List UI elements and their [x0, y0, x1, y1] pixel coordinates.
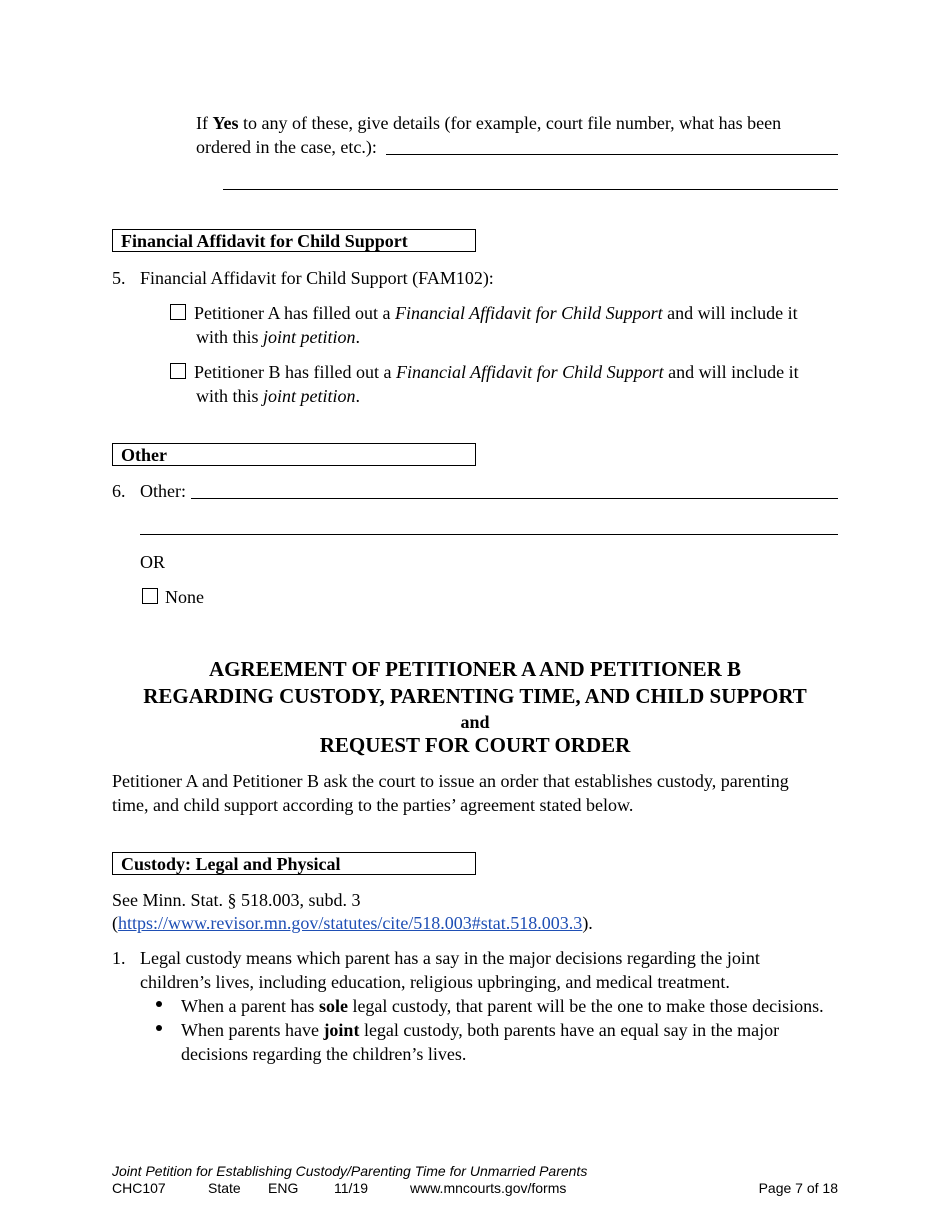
bullet-text: legal custody, that parent will be the one to make those decisions. [347, 996, 824, 1016]
details-field-line-1[interactable] [386, 154, 838, 155]
intro-line-1 [196, 111, 781, 135]
bullet-text: When parents have [181, 1020, 324, 1040]
petitioner-a-affidavit-line-2 [196, 325, 360, 349]
intro-text: If [196, 113, 213, 133]
footer-form-code: CHC107 [112, 1180, 166, 1196]
none-label: None [165, 587, 204, 607]
form-name: Financial Affidavit for Child Support [394, 303, 663, 323]
or-label: OR [140, 552, 166, 572]
details-field-line-2[interactable] [223, 189, 838, 190]
statute-link[interactable]: https://www.revisor.mn.gov/statutes/cite/518.003#stat.518.003.3 [118, 913, 583, 933]
option-text: . [355, 327, 361, 347]
bullet-icon [156, 1001, 162, 1007]
footer-url: www.mncourts.gov/forms [410, 1180, 567, 1196]
paren: ). [582, 913, 593, 933]
joint-petition-emphasis: joint petition [263, 327, 356, 347]
option-text: Petitioner A has filled out a [194, 303, 395, 323]
agreement-title-line-1: AGREEMENT OF PETITIONER A AND PETITIONER B [208, 657, 742, 681]
petitioner-b-affidavit-line-1 [194, 360, 799, 384]
footer-form-title: Joint Petition for Establishing Custody/Parenting Time for Unmarried Parents [112, 1163, 588, 1179]
footer-state: State [208, 1180, 241, 1196]
bullet-emphasis: joint [323, 1020, 360, 1040]
agreement-paragraph-line-2: time, and child support according to the parties’ agreement stated below. [112, 795, 634, 815]
other-field-line-1[interactable] [191, 498, 838, 499]
intro-text: to any of these, give details (for example, court file number, what has been [238, 113, 782, 133]
footer-page-number: Page 7 of 18 [758, 1180, 838, 1196]
footer-language: ENG [268, 1180, 299, 1196]
petitioner-b-affidavit-checkbox[interactable] [170, 363, 186, 379]
agreement-title-line-3: REQUEST FOR COURT ORDER [319, 733, 631, 757]
sole-custody-bullet [181, 994, 824, 1018]
petitioner-a-affidavit-line-1 [194, 301, 798, 325]
other-field-line-2[interactable] [140, 534, 838, 535]
custody-item-1-line-1: Legal custody means which parent has a say in the major decisions regarding the joint [140, 948, 760, 968]
bullet-text: When a parent has [181, 996, 319, 1016]
option-text: and will include it [663, 362, 799, 382]
bullet-emphasis: sole [318, 996, 348, 1016]
item-5-number: 5. [112, 268, 126, 288]
none-checkbox[interactable] [142, 588, 158, 604]
joint-petition-emphasis: joint petition [263, 386, 356, 406]
financial-section-header: Financial Affidavit for Child Support [112, 229, 476, 252]
bullet-text: legal custody, both parents have an equal say in the major [359, 1020, 780, 1040]
agreement-and: and [460, 712, 490, 732]
joint-custody-bullet-line-2: decisions regarding the children’s lives. [181, 1044, 467, 1064]
item-5-text: Financial Affidavit for Child Support (FAM102): [140, 268, 494, 288]
agreement-paragraph-line-1: Petitioner A and Petitioner B ask the court to issue an order that establishes custody, parenting [112, 771, 789, 791]
option-text: . [355, 386, 361, 406]
form-name: Financial Affidavit for Child Support [395, 362, 664, 382]
bullet-icon [156, 1025, 162, 1031]
custody-section-header: Custody: Legal and Physical [112, 852, 476, 875]
option-text: and will include it [662, 303, 798, 323]
item-6-number: 6. [112, 481, 126, 501]
option-text: with this [196, 327, 264, 347]
statute-link-line [112, 911, 593, 935]
intro-yes: Yes [212, 113, 239, 133]
custody-item-1-number: 1. [112, 948, 126, 968]
petitioner-b-affidavit-line-2 [196, 384, 360, 408]
petitioner-a-affidavit-checkbox[interactable] [170, 304, 186, 320]
intro-line-2: ordered in the case, etc.): [196, 137, 377, 157]
item-6-label: Other: [140, 481, 186, 501]
footer-date: 11/19 [334, 1180, 368, 1196]
paren: ( [112, 913, 118, 933]
option-text: with this [196, 386, 264, 406]
option-text: Petitioner B has filled out a [194, 362, 396, 382]
statute-reference: See Minn. Stat. § 518.003, subd. 3 [112, 890, 361, 910]
other-section-header: Other [112, 443, 476, 466]
custody-item-1-line-2: children’s lives, including education, religious upbringing, and medical treatment. [140, 972, 730, 992]
joint-custody-bullet [181, 1018, 779, 1042]
agreement-title-line-2: REGARDING CUSTODY, PARENTING TIME, AND CHILD SUPPORT [143, 684, 807, 708]
